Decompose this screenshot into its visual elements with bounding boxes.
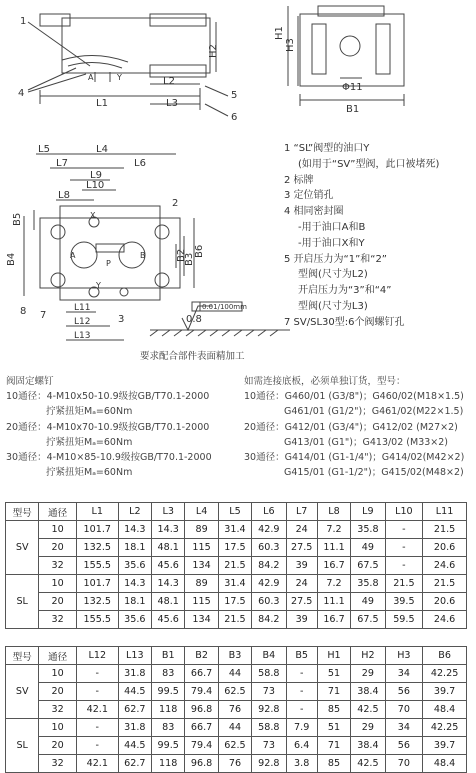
legend-line: 5 开启压力为“1”和“2” <box>284 253 387 265</box>
table-cell: 48.4 <box>423 701 467 719</box>
table-cell: 24.6 <box>423 611 467 629</box>
table-cell: 76 <box>218 701 251 719</box>
svg-text:B6: B6 <box>194 244 205 258</box>
model-cell: SL <box>6 575 39 629</box>
bolt-note-line: 拧紧扭矩Mₐ=60Nm <box>46 467 133 479</box>
bolt-note-line: 30通径：4-M10×85-10.9级按GB/T70.1-2000 <box>6 452 212 464</box>
legend-line: 3 定位销孔 <box>284 190 334 202</box>
table-row <box>6 557 467 575</box>
svg-text:0.01/100mm: 0.01/100mm <box>202 303 247 311</box>
table-cell: 16.7 <box>317 557 350 575</box>
table-cell: 35.6 <box>118 557 151 575</box>
table-cell: 66.7 <box>185 665 218 683</box>
legend-line: 开启压力为“3”和“4” <box>298 285 392 297</box>
table-cell: 101.7 <box>76 575 118 593</box>
table-cell: 39 <box>286 557 317 575</box>
table-header: B1 <box>152 647 185 665</box>
table-cell: 32 <box>39 755 77 773</box>
legend-line: (如用于“SV”型阀，此口被堵死) <box>298 158 440 170</box>
table-cell: 92.8 <box>252 701 286 719</box>
table-cell: 10 <box>39 719 77 737</box>
table-header: 通径 <box>39 503 77 521</box>
surface-note: 要求配合部件表面精加工 <box>140 351 245 362</box>
table-cell: 99.5 <box>152 737 185 755</box>
table-header: L12 <box>76 647 118 665</box>
table-cell: 79.4 <box>185 737 218 755</box>
table-cell: 49 <box>351 593 385 611</box>
table-row <box>6 575 467 593</box>
table-cell: 83 <box>152 665 185 683</box>
svg-text:L9: L9 <box>90 170 102 181</box>
table-header: L2 <box>118 503 151 521</box>
table-header-row <box>6 647 467 665</box>
table-cell: 14.3 <box>152 575 185 593</box>
table-cell: 71 <box>317 737 350 755</box>
table-cell: - <box>286 665 317 683</box>
bolt-note-line: 拧紧扭矩Mₐ=60Nm <box>46 406 133 418</box>
svg-text:B5: B5 <box>12 212 23 226</box>
plate-note-line: G461/01 (G1/2")；G461/02(M22×1.5) <box>284 406 464 418</box>
table-cell: 32 <box>39 611 77 629</box>
table-cell: 39 <box>286 611 317 629</box>
svg-text:Y: Y <box>117 73 122 82</box>
svg-text:X: X <box>90 211 96 220</box>
table-cell: 42.9 <box>252 521 286 539</box>
table-header: B4 <box>252 647 286 665</box>
table-row <box>6 611 467 629</box>
table-cell: 96.8 <box>185 755 218 773</box>
table-cell: 35.8 <box>351 575 385 593</box>
table-cell: 21.5 <box>423 521 467 539</box>
table-row <box>6 719 467 737</box>
table-row <box>6 539 467 557</box>
svg-text:L7: L7 <box>56 158 68 169</box>
table-cell: 51 <box>317 665 350 683</box>
svg-text:L11: L11 <box>74 303 91 313</box>
svg-text:L8: L8 <box>58 190 70 201</box>
plate-note-line: G413/01 (G1")；G413/02 (M33×2) <box>284 436 448 448</box>
model-cell: SV <box>6 521 39 575</box>
table-cell: 60.3 <box>252 593 286 611</box>
table-header: L9 <box>351 503 385 521</box>
plate-note-line: 20通径：G412/01 (G3/4")；G412/02 (M27×2) <box>244 421 458 433</box>
table-cell: 10 <box>39 575 77 593</box>
table-header: B3 <box>218 647 251 665</box>
table-cell: 17.5 <box>218 539 251 557</box>
table-header: H1 <box>317 647 350 665</box>
table-cell: 84.2 <box>252 557 286 575</box>
svg-text:0.8: 0.8 <box>186 314 202 325</box>
table-cell: 115 <box>185 539 218 557</box>
table-cell: 58.8 <box>252 665 286 683</box>
svg-text:6: 6 <box>231 112 238 123</box>
table-cell: 31.4 <box>218 521 251 539</box>
table-cell: 42.9 <box>252 575 286 593</box>
table-cell: 38.4 <box>351 683 385 701</box>
svg-text:A: A <box>88 73 94 82</box>
table-cell: 32 <box>39 701 77 719</box>
table-cell: 20 <box>39 683 77 701</box>
table-cell: 48.1 <box>152 593 185 611</box>
table-header: L7 <box>286 503 317 521</box>
table-header: L10 <box>385 503 423 521</box>
legend-line: 1 “SL”阀型的油口Y <box>284 143 370 154</box>
table-cell: 10 <box>39 521 77 539</box>
table-cell: 18.1 <box>118 539 151 557</box>
table-cell: 51 <box>317 719 350 737</box>
table-cell: 58.8 <box>252 719 286 737</box>
table-cell: 48.4 <box>423 755 467 773</box>
table-cell: 89 <box>185 575 218 593</box>
table-cell: 73 <box>252 683 286 701</box>
table-cell: 6.4 <box>286 737 317 755</box>
svg-text:H1: H1 <box>274 26 285 40</box>
svg-text:B1: B1 <box>346 104 360 115</box>
table-cell: 42.5 <box>351 701 385 719</box>
table-cell: 20 <box>39 737 77 755</box>
table-cell: 20 <box>39 593 77 611</box>
table-cell: 89 <box>185 521 218 539</box>
bolt-notes-title: 阀固定螺钉 <box>6 376 54 387</box>
table-cell: 14.3 <box>152 521 185 539</box>
table-cell: - <box>286 701 317 719</box>
table-cell: 132.5 <box>76 539 118 557</box>
table-header: 通径 <box>39 647 77 665</box>
table-cell: 17.5 <box>218 593 251 611</box>
table-header: L8 <box>317 503 350 521</box>
plate-notes-title: 如需连接底板，必须单独订货，型号： <box>244 376 406 387</box>
table-cell: 83 <box>152 719 185 737</box>
table-cell: 92.8 <box>252 755 286 773</box>
table-cell: - <box>385 539 423 557</box>
svg-text:L13: L13 <box>74 331 91 341</box>
table-cell: 18.1 <box>118 593 151 611</box>
svg-text:B2: B2 <box>176 248 187 262</box>
table-cell: 21.5 <box>423 575 467 593</box>
table-cell: 24 <box>286 575 317 593</box>
table-cell: 59.5 <box>385 611 423 629</box>
table-cell: 85 <box>317 755 350 773</box>
table-cell: 45.6 <box>152 557 185 575</box>
bolt-note-line: 20通径：4-M10x70-10.9级按GB/T70.1-2000 <box>6 421 210 433</box>
table-cell: 14.3 <box>118 521 151 539</box>
table-row <box>6 737 467 755</box>
legend-line: 型阀(尺寸为L3) <box>298 300 368 312</box>
table-cell: 35.8 <box>351 521 385 539</box>
table-cell: 44 <box>218 665 251 683</box>
svg-text:L4: L4 <box>96 144 108 155</box>
table-cell: 39.7 <box>423 737 467 755</box>
table-header: L3 <box>152 503 185 521</box>
table-header: 型号 <box>6 503 39 521</box>
table-cell: 42.1 <box>76 701 118 719</box>
table-cell: - <box>286 683 317 701</box>
table-cell: 20.6 <box>423 593 467 611</box>
plate-note-line: 30通径：G414/01 (G1-1/4")；G414/02(M42×2) <box>244 452 465 464</box>
svg-text:B3: B3 <box>184 252 195 266</box>
svg-text:B: B <box>140 251 146 260</box>
legend-line: 7 SV/SL30型:6个阀螺钉孔 <box>284 316 405 328</box>
table-header: L13 <box>118 647 151 665</box>
table-cell: 99.5 <box>152 683 185 701</box>
table-cell: 32 <box>39 557 77 575</box>
svg-text:L10: L10 <box>86 180 105 191</box>
table-row <box>6 683 467 701</box>
table-cell: 7.9 <box>286 719 317 737</box>
table-cell: 44.5 <box>118 737 151 755</box>
legend-line: 4 相同密封圈 <box>284 206 344 218</box>
table-cell: 29 <box>351 719 385 737</box>
table-header: L5 <box>218 503 251 521</box>
dimension-table-2 <box>5 646 467 773</box>
table-cell: 27.5 <box>286 593 317 611</box>
table-cell: 96.8 <box>185 701 218 719</box>
svg-text:Φ11: Φ11 <box>342 82 363 93</box>
table-cell: 42.5 <box>351 755 385 773</box>
table-cell: 155.5 <box>76 557 118 575</box>
table-cell: 31.4 <box>218 575 251 593</box>
table-cell: 7.2 <box>317 521 350 539</box>
svg-text:8: 8 <box>20 306 27 317</box>
svg-text:Y: Y <box>96 281 101 290</box>
svg-text:4: 4 <box>18 88 25 99</box>
table-cell: 21.5 <box>218 611 251 629</box>
table-cell: 66.7 <box>185 719 218 737</box>
table-cell: 155.5 <box>76 611 118 629</box>
table-cell: 70 <box>385 701 423 719</box>
table-header: L4 <box>185 503 218 521</box>
svg-text:L12: L12 <box>74 317 91 327</box>
svg-text:H2: H2 <box>208 44 219 58</box>
table-cell: 31.8 <box>118 719 151 737</box>
legend-line: 型阀(尺寸为L2) <box>298 269 368 281</box>
table-row <box>6 521 467 539</box>
table-cell: - <box>76 737 118 755</box>
bolt-note-line: 拧紧扭矩Mₐ=60Nm <box>46 436 133 448</box>
table-cell: 39.7 <box>423 683 467 701</box>
table-cell: 132.5 <box>76 593 118 611</box>
table-cell: 60.3 <box>252 539 286 557</box>
svg-text:H3: H3 <box>285 38 296 52</box>
table-cell: 21.5 <box>218 557 251 575</box>
svg-text:L3: L3 <box>166 98 178 109</box>
table-cell: 14.3 <box>118 575 151 593</box>
table-cell: 71 <box>317 683 350 701</box>
table-cell: 29 <box>351 665 385 683</box>
table-cell: 62.7 <box>118 755 151 773</box>
table-cell: 79.4 <box>185 683 218 701</box>
table-row <box>6 755 467 773</box>
table-header: H3 <box>385 647 423 665</box>
bolt-notes <box>6 374 212 480</box>
table-header: H2 <box>351 647 385 665</box>
table-cell: 11.1 <box>317 539 350 557</box>
svg-text:L5: L5 <box>38 144 50 155</box>
table-cell: 34 <box>385 719 423 737</box>
table-cell: 42.1 <box>76 755 118 773</box>
table-header: 型号 <box>6 647 39 665</box>
plate-note-line: 10通径：G460/01 (G3/8")；G460/02(M18×1.5) <box>244 391 464 403</box>
table-header-row <box>6 503 467 521</box>
table-cell: 42.25 <box>423 665 467 683</box>
svg-text:2: 2 <box>172 198 179 209</box>
legend <box>284 141 439 331</box>
table-cell: 73 <box>252 737 286 755</box>
table-cell: 85 <box>317 701 350 719</box>
table-header: L1 <box>76 503 118 521</box>
table-row <box>6 593 467 611</box>
bolt-note-line: 10通径：4-M10x50-10.9级按GB/T70.1-2000 <box>6 391 210 403</box>
table-cell: 7.2 <box>317 575 350 593</box>
table-header: L6 <box>252 503 286 521</box>
table-cell: 16.7 <box>317 611 350 629</box>
svg-text:B4: B4 <box>6 252 17 266</box>
table-cell: - <box>385 521 423 539</box>
table-cell: 70 <box>385 755 423 773</box>
table-cell: 21.5 <box>385 575 423 593</box>
table-cell: 10 <box>39 665 77 683</box>
dimension-table-1 <box>5 502 467 629</box>
table-cell: 44.5 <box>118 683 151 701</box>
svg-text:P: P <box>106 259 111 268</box>
table-cell: 27.5 <box>286 539 317 557</box>
table-cell: 118 <box>152 755 185 773</box>
table-cell: 134 <box>185 557 218 575</box>
table-cell: 56 <box>385 737 423 755</box>
table-cell: 24.6 <box>423 557 467 575</box>
legend-line: -用于油口A和B <box>298 221 366 233</box>
table-cell: 11.1 <box>317 593 350 611</box>
legend-line: 2 标牌 <box>284 174 314 186</box>
table-cell: 62.7 <box>118 701 151 719</box>
table-cell: 56 <box>385 683 423 701</box>
table-row <box>6 665 467 683</box>
table-cell: 20 <box>39 539 77 557</box>
svg-text:L2: L2 <box>163 76 175 87</box>
table-cell: 35.6 <box>118 611 151 629</box>
svg-text:1: 1 <box>20 16 27 27</box>
table-cell: 24 <box>286 521 317 539</box>
table-cell: 42.25 <box>423 719 467 737</box>
table-header: L11 <box>423 503 467 521</box>
svg-text:3: 3 <box>118 314 125 325</box>
table-header: B2 <box>185 647 218 665</box>
table-header: B5 <box>286 647 317 665</box>
table-cell: 39.5 <box>385 593 423 611</box>
table-cell: 44 <box>218 719 251 737</box>
model-cell: SL <box>6 719 39 773</box>
table-cell: 20.6 <box>423 539 467 557</box>
table-cell: - <box>76 683 118 701</box>
svg-text:A: A <box>70 251 76 260</box>
svg-text:L1: L1 <box>96 98 108 109</box>
table-cell: 34 <box>385 665 423 683</box>
table-cell: 67.5 <box>351 557 385 575</box>
table-cell: 84.2 <box>252 611 286 629</box>
table-cell: 62.5 <box>218 737 251 755</box>
table-cell: 48.1 <box>152 539 185 557</box>
table-cell: 67.5 <box>351 611 385 629</box>
table-cell: 118 <box>152 701 185 719</box>
table-cell: 45.6 <box>152 611 185 629</box>
plate-notes <box>244 374 464 480</box>
model-cell: SV <box>6 665 39 719</box>
table-cell: 134 <box>185 611 218 629</box>
table-cell: 49 <box>351 539 385 557</box>
table-cell: 115 <box>185 593 218 611</box>
table-cell: 62.5 <box>218 683 251 701</box>
table-cell: - <box>76 719 118 737</box>
table-cell: 3.8 <box>286 755 317 773</box>
table-header: B6 <box>423 647 467 665</box>
table-cell: - <box>385 557 423 575</box>
table-cell: 31.8 <box>118 665 151 683</box>
table-cell: 101.7 <box>76 521 118 539</box>
legend-line: -用于油口X和Y <box>298 237 365 249</box>
svg-text:5: 5 <box>231 90 238 101</box>
table-cell: - <box>76 665 118 683</box>
svg-text:L6: L6 <box>134 158 146 169</box>
plate-note-line: G415/01 (G1-1/2")；G415/02(M48×2) <box>284 467 464 479</box>
table-cell: 76 <box>218 755 251 773</box>
svg-text:7: 7 <box>40 310 47 321</box>
table-cell: 38.4 <box>351 737 385 755</box>
table-row <box>6 701 467 719</box>
